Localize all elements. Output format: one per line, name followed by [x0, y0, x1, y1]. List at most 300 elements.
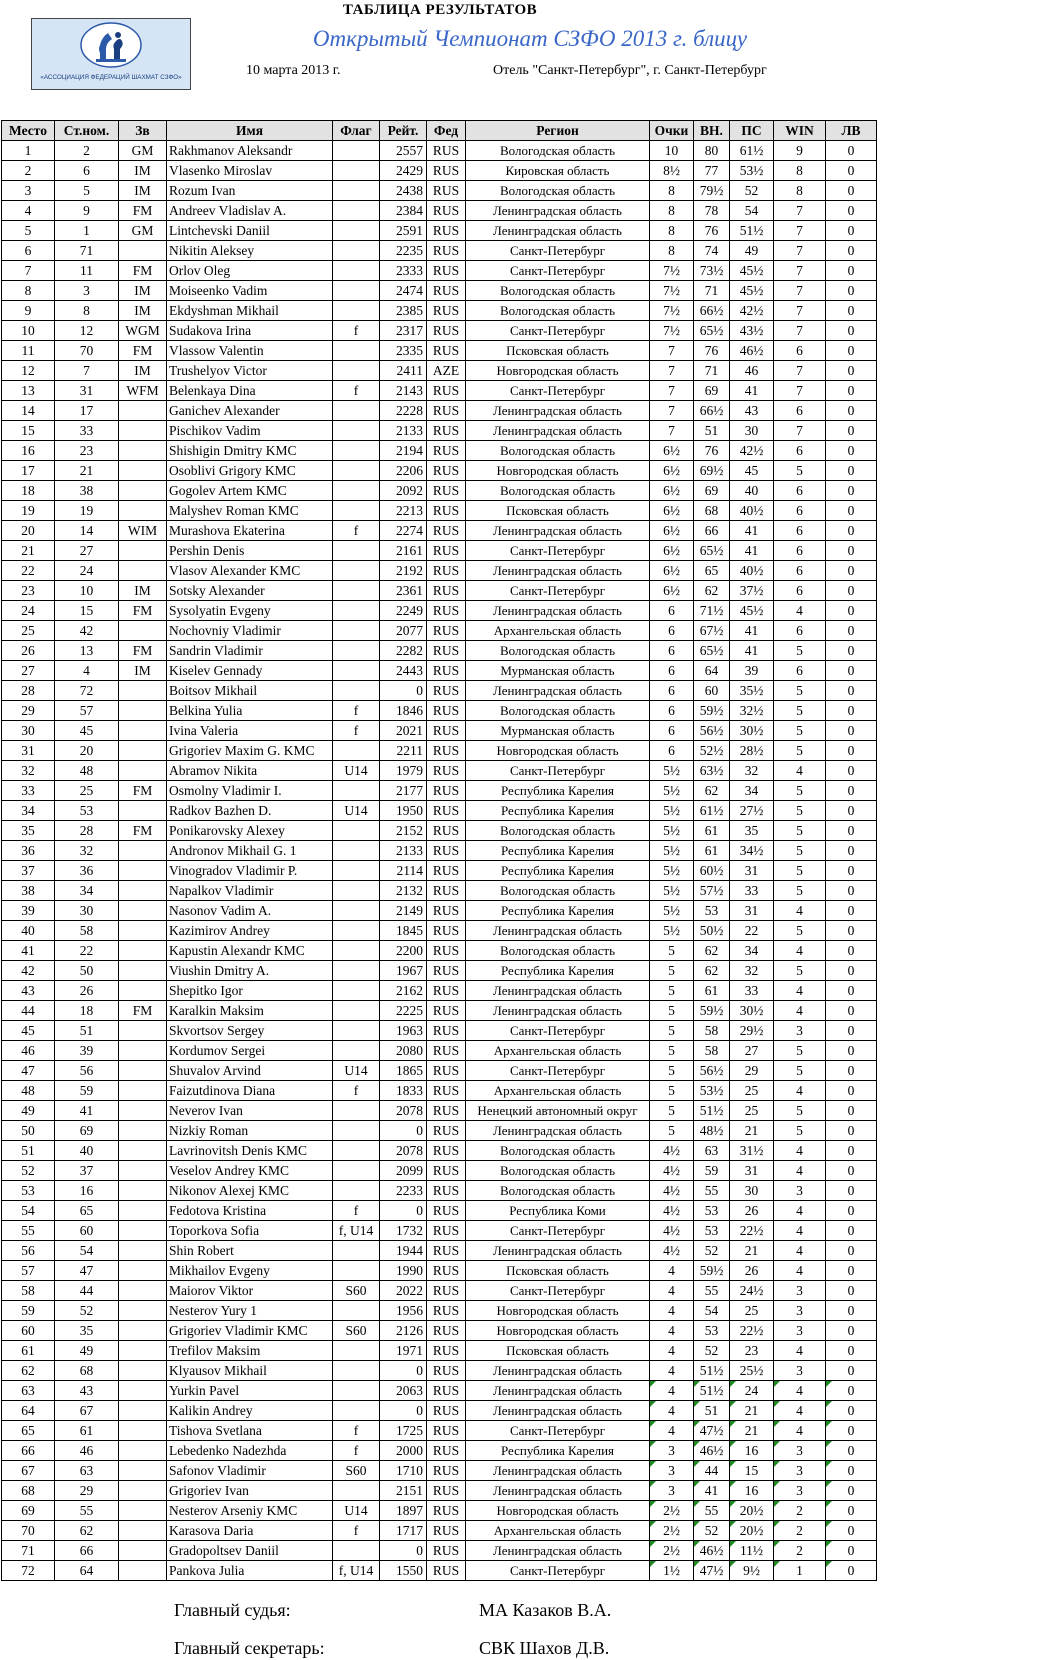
col-buchholz-cell: 54 [694, 1301, 730, 1321]
col-forfeits-cell: 0 [826, 901, 877, 921]
col-wins-cell: 4 [774, 1261, 826, 1281]
col-start-number-cell: 11 [55, 261, 119, 281]
col-rating-cell: 2333 [380, 261, 427, 281]
col-title-cell [119, 1521, 167, 1541]
col-start-number-cell: 50 [55, 961, 119, 981]
col-start-number-header: Ст.ном. [55, 121, 119, 141]
col-region-cell: Санкт-Петербург [466, 541, 650, 561]
col-start-number-cell: 6 [55, 161, 119, 181]
col-federation-cell: RUS [427, 481, 466, 501]
col-flag-cell [333, 681, 380, 701]
col-forfeits-cell: 0 [826, 441, 877, 461]
col-rating-cell: 2126 [380, 1321, 427, 1341]
col-title-cell [119, 1161, 167, 1181]
col-forfeits-cell: 0 [826, 301, 877, 321]
col-flag-cell [333, 1181, 380, 1201]
col-region-cell: Псковская область [466, 1341, 650, 1361]
col-federation-cell: RUS [427, 1001, 466, 1021]
col-rating-cell: 2233 [380, 1181, 427, 1201]
col-wins-cell: 5 [774, 821, 826, 841]
col-title-cell [119, 761, 167, 781]
col-points-cell: 5½ [650, 761, 694, 781]
col-progressive-cell: 27 [730, 1041, 774, 1061]
col-points-cell: 5 [650, 1061, 694, 1081]
col-wins-cell: 3 [774, 1441, 826, 1461]
col-title-cell [119, 1041, 167, 1061]
col-place-cell: 71 [2, 1541, 55, 1561]
table-header-row [2, 121, 877, 141]
col-wins-cell: 4 [774, 1141, 826, 1161]
col-name-cell: Neverov Ivan [167, 1101, 333, 1121]
col-federation-cell: RUS [427, 281, 466, 301]
table-row [2, 681, 877, 701]
col-progressive-cell: 31 [730, 901, 774, 921]
col-rating-cell: 1845 [380, 921, 427, 941]
col-start-number-cell: 32 [55, 841, 119, 861]
col-title-cell [119, 561, 167, 581]
col-start-number-cell: 67 [55, 1401, 119, 1421]
col-rating-cell: 1717 [380, 1521, 427, 1541]
table-row [2, 501, 877, 521]
col-wins-cell: 4 [774, 761, 826, 781]
col-progressive-cell: 25½ [730, 1361, 774, 1381]
col-wins-cell: 5 [774, 861, 826, 881]
col-rating-cell: 2078 [380, 1141, 427, 1161]
col-forfeits-cell: 0 [826, 161, 877, 181]
col-name-cell: Vlasenko Miroslav [167, 161, 333, 181]
col-region-cell: Ленинградская область [466, 1121, 650, 1141]
col-place-cell: 11 [2, 341, 55, 361]
col-points-cell: 5½ [650, 781, 694, 801]
col-forfeits-cell: 0 [826, 341, 877, 361]
col-buchholz-cell: 59½ [694, 1001, 730, 1021]
col-progressive-cell: 51½ [730, 221, 774, 241]
col-progressive-cell: 24½ [730, 1281, 774, 1301]
col-region-cell: Ленинградская область [466, 1241, 650, 1261]
col-points-cell: 5 [650, 1021, 694, 1041]
col-points-cell: 6 [650, 641, 694, 661]
col-title-cell: IM [119, 181, 167, 201]
col-rating-cell: 2225 [380, 1001, 427, 1021]
col-federation-cell: RUS [427, 1521, 466, 1541]
col-buchholz-cell: 60½ [694, 861, 730, 881]
col-wins-cell: 6 [774, 401, 826, 421]
col-wins-cell: 6 [774, 501, 826, 521]
col-start-number-cell: 34 [55, 881, 119, 901]
col-place-cell: 57 [2, 1261, 55, 1281]
table-row [2, 1141, 877, 1161]
col-flag-cell [333, 661, 380, 681]
col-start-number-cell: 57 [55, 701, 119, 721]
table-row [2, 621, 877, 641]
col-progressive-cell: 30 [730, 421, 774, 441]
col-flag-cell [333, 1301, 380, 1321]
col-rating-cell: 2228 [380, 401, 427, 421]
col-wins-cell: 3 [774, 1361, 826, 1381]
col-buchholz-cell: 57½ [694, 881, 730, 901]
col-place-cell: 65 [2, 1421, 55, 1441]
col-federation-cell: RUS [427, 1381, 466, 1401]
col-start-number-cell: 3 [55, 281, 119, 301]
col-progressive-cell: 42½ [730, 441, 774, 461]
col-progressive-cell: 45½ [730, 281, 774, 301]
col-wins-cell: 7 [774, 381, 826, 401]
table-row [2, 1541, 877, 1561]
col-buchholz-cell: 79½ [694, 181, 730, 201]
col-start-number-cell: 69 [55, 1121, 119, 1141]
col-federation-cell: RUS [427, 201, 466, 221]
col-flag-cell [333, 601, 380, 621]
event-title: Открытый Чемпионат СЗФО 2013 г. блицу [312, 26, 748, 51]
col-start-number-cell: 44 [55, 1281, 119, 1301]
col-buchholz-cell: 76 [694, 341, 730, 361]
col-place-cell: 26 [2, 641, 55, 661]
col-start-number-cell: 10 [55, 581, 119, 601]
col-points-cell: 7 [650, 341, 694, 361]
col-forfeits-cell: 0 [826, 1141, 877, 1161]
col-progressive-cell: 29½ [730, 1021, 774, 1041]
col-forfeits-cell: 0 [826, 501, 877, 521]
col-federation-cell: RUS [427, 1141, 466, 1161]
col-place-cell: 68 [2, 1481, 55, 1501]
col-forfeits-cell: 0 [826, 1241, 877, 1261]
col-name-cell: Skvortsov Sergey [167, 1021, 333, 1041]
col-buchholz-cell: 66½ [694, 401, 730, 421]
col-start-number-cell: 52 [55, 1301, 119, 1321]
col-rating-cell: 2429 [380, 161, 427, 181]
col-buchholz-cell: 63½ [694, 761, 730, 781]
col-name-cell: Orlov Oleg [167, 261, 333, 281]
col-progressive-cell: 53½ [730, 161, 774, 181]
col-rating-cell: 1990 [380, 1261, 427, 1281]
col-start-number-cell: 26 [55, 981, 119, 1001]
col-wins-cell: 6 [774, 481, 826, 501]
col-wins-cell: 3 [774, 1281, 826, 1301]
col-name-cell: Trefilov Maksim [167, 1341, 333, 1361]
col-region-cell: Ленинградская область [466, 401, 650, 421]
col-title-cell [119, 921, 167, 941]
col-place-cell: 33 [2, 781, 55, 801]
col-region-cell: Санкт-Петербург [466, 1561, 650, 1581]
col-flag-cell [333, 1121, 380, 1141]
col-rating-cell: 0 [380, 1401, 427, 1421]
col-start-number-cell: 65 [55, 1201, 119, 1221]
col-wins-cell: 4 [774, 1001, 826, 1021]
col-place-cell: 9 [2, 301, 55, 321]
col-federation-cell: RUS [427, 661, 466, 681]
col-points-cell: 5 [650, 1121, 694, 1141]
col-name-cell: Kiselev Gennady [167, 661, 333, 681]
col-federation-cell: RUS [427, 1201, 466, 1221]
col-buchholz-cell: 53 [694, 1321, 730, 1341]
col-flag-cell [333, 481, 380, 501]
col-buchholz-cell: 80 [694, 141, 730, 161]
col-progressive-cell: 28½ [730, 741, 774, 761]
col-start-number-cell: 54 [55, 1241, 119, 1261]
col-forfeits-cell: 0 [826, 1061, 877, 1081]
table-row [2, 541, 877, 561]
col-region-cell: Санкт-Петербург [466, 381, 650, 401]
col-forfeits-cell: 0 [826, 1121, 877, 1141]
col-place-cell: 64 [2, 1401, 55, 1421]
col-points-cell: 6 [650, 601, 694, 621]
col-name-cell: Rozum Ivan [167, 181, 333, 201]
col-buchholz-cell: 61 [694, 841, 730, 861]
col-name-cell: Kazimirov Andrey [167, 921, 333, 941]
col-progressive-cell: 22½ [730, 1321, 774, 1341]
col-rating-cell: 1865 [380, 1061, 427, 1081]
col-flag-cell [333, 361, 380, 381]
col-progressive-cell: 42½ [730, 301, 774, 321]
col-buchholz-cell: 60 [694, 681, 730, 701]
col-points-cell: 4 [650, 1421, 694, 1441]
col-start-number-cell: 9 [55, 201, 119, 221]
col-federation-cell: RUS [427, 1121, 466, 1141]
col-start-number-cell: 56 [55, 1061, 119, 1081]
col-name-cell: Vlassow Valentin [167, 341, 333, 361]
col-wins-cell: 5 [774, 881, 826, 901]
col-wins-cell: 3 [774, 1301, 826, 1321]
chief-judge-name: МА Казаков В.А. [479, 1600, 612, 1620]
table-row [2, 1281, 877, 1301]
col-points-cell: 4 [650, 1281, 694, 1301]
col-wins-cell: 4 [774, 901, 826, 921]
col-flag-cell [333, 401, 380, 421]
col-wins-cell: 5 [774, 1101, 826, 1121]
col-wins-cell: 3 [774, 1021, 826, 1041]
col-title-cell: IM [119, 161, 167, 181]
col-region-cell: Новгородская область [466, 361, 650, 381]
col-buchholz-cell: 56½ [694, 1061, 730, 1081]
col-buchholz-cell: 52 [694, 1341, 730, 1361]
col-federation-cell: RUS [427, 621, 466, 641]
col-buchholz-cell: 61 [694, 821, 730, 841]
col-rating-cell: 2591 [380, 221, 427, 241]
col-region-cell: Санкт-Петербург [466, 1061, 650, 1081]
col-name-cell: Viushin Dmitry A. [167, 961, 333, 981]
col-region-cell: Кировская область [466, 161, 650, 181]
col-name-cell: Sudakova Irina [167, 321, 333, 341]
col-title-cell [119, 501, 167, 521]
col-start-number-cell: 63 [55, 1461, 119, 1481]
col-place-cell: 44 [2, 1001, 55, 1021]
col-title-cell [119, 1401, 167, 1421]
col-name-cell: Napalkov Vladimir [167, 881, 333, 901]
col-place-cell: 21 [2, 541, 55, 561]
col-start-number-cell: 27 [55, 541, 119, 561]
col-region-cell: Ненецкий автономный округ [466, 1101, 650, 1121]
col-title-cell [119, 401, 167, 421]
chief-secretary-label: Главный секретарь: [174, 1638, 325, 1658]
col-rating-cell: 1897 [380, 1501, 427, 1521]
col-name-cell: Karasova Daria [167, 1521, 333, 1541]
col-federation-cell: RUS [427, 1341, 466, 1361]
col-title-cell [119, 741, 167, 761]
col-wins-cell: 6 [774, 341, 826, 361]
col-flag-cell [333, 441, 380, 461]
col-federation-cell: RUS [427, 1481, 466, 1501]
col-flag-cell [333, 201, 380, 221]
col-place-cell: 24 [2, 601, 55, 621]
col-rating-cell: 2249 [380, 601, 427, 621]
col-title-cell [119, 721, 167, 741]
col-flag-cell [333, 1241, 380, 1261]
col-rating-cell: 2133 [380, 421, 427, 441]
col-name-cell: Veselov Andrey KMC [167, 1161, 333, 1181]
col-region-cell: Вологодская область [466, 1181, 650, 1201]
col-name-cell: Shin Robert [167, 1241, 333, 1261]
col-federation-header: Фед [427, 121, 466, 141]
col-region-cell: Новгородская область [466, 1321, 650, 1341]
col-name-cell: Sysolyatin Evgeny [167, 601, 333, 621]
col-progressive-cell: 20½ [730, 1521, 774, 1541]
col-region-cell: Псковская область [466, 501, 650, 521]
col-forfeits-cell: 0 [826, 881, 877, 901]
col-federation-cell: RUS [427, 1161, 466, 1181]
col-buchholz-cell: 56½ [694, 721, 730, 741]
col-points-cell: 5 [650, 961, 694, 981]
col-federation-cell: RUS [427, 741, 466, 761]
col-start-number-cell: 15 [55, 601, 119, 621]
col-points-cell: 6½ [650, 521, 694, 541]
col-place-cell: 56 [2, 1241, 55, 1261]
col-points-cell: 6 [650, 661, 694, 681]
col-place-cell: 4 [2, 201, 55, 221]
col-title-cell [119, 1081, 167, 1101]
col-flag-cell: U14 [333, 1061, 380, 1081]
col-federation-cell: RUS [427, 1281, 466, 1301]
col-name-cell: Malyshev Roman KMC [167, 501, 333, 521]
col-federation-cell: RUS [427, 421, 466, 441]
col-forfeits-cell: 0 [826, 921, 877, 941]
col-title-cell [119, 441, 167, 461]
col-federation-cell: RUS [427, 1061, 466, 1081]
col-start-number-cell: 64 [55, 1561, 119, 1581]
col-wins-cell: 7 [774, 361, 826, 381]
col-place-cell: 50 [2, 1121, 55, 1141]
col-federation-cell: RUS [427, 1241, 466, 1261]
col-forfeits-cell: 0 [826, 1541, 877, 1561]
col-points-cell: 6½ [650, 501, 694, 521]
col-forfeits-cell: 0 [826, 941, 877, 961]
col-region-cell: Вологодская область [466, 1161, 650, 1181]
col-rating-cell: 2149 [380, 901, 427, 921]
col-wins-cell: 4 [774, 601, 826, 621]
col-wins-cell: 6 [774, 541, 826, 561]
col-start-number-cell: 43 [55, 1381, 119, 1401]
col-forfeits-cell: 0 [826, 721, 877, 741]
col-wins-cell: 7 [774, 261, 826, 281]
col-forfeits-cell: 0 [826, 741, 877, 761]
col-progressive-cell: 41 [730, 641, 774, 661]
col-progressive-cell: 45½ [730, 601, 774, 621]
col-buchholz-cell: 55 [694, 1181, 730, 1201]
col-federation-cell: RUS [427, 921, 466, 941]
col-federation-cell: RUS [427, 1081, 466, 1101]
col-progressive-cell: 54 [730, 201, 774, 221]
col-start-number-cell: 30 [55, 901, 119, 921]
col-region-cell: Архангельская область [466, 1521, 650, 1541]
col-rating-cell: 1956 [380, 1301, 427, 1321]
col-buchholz-cell: 55 [694, 1281, 730, 1301]
col-points-cell: 3 [650, 1441, 694, 1461]
col-federation-cell: RUS [427, 801, 466, 821]
col-points-cell: 6½ [650, 481, 694, 501]
col-forfeits-cell: 0 [826, 461, 877, 481]
chess-pieces-icon [32, 19, 190, 89]
col-start-number-cell: 18 [55, 1001, 119, 1021]
table-row [2, 1041, 877, 1061]
col-forfeits-cell: 0 [826, 1561, 877, 1581]
col-region-header: Регион [466, 121, 650, 141]
col-buchholz-cell: 51½ [694, 1101, 730, 1121]
col-region-cell: Новгородская область [466, 741, 650, 761]
col-region-cell: Псковская область [466, 1261, 650, 1281]
col-forfeits-cell: 0 [826, 421, 877, 441]
col-wins-cell: 3 [774, 1481, 826, 1501]
col-flag-cell: f, U14 [333, 1561, 380, 1581]
table-row [2, 1461, 877, 1481]
col-name-cell: Kalikin Andrey [167, 1401, 333, 1421]
col-forfeits-cell: 0 [826, 581, 877, 601]
col-place-cell: 23 [2, 581, 55, 601]
col-place-cell: 7 [2, 261, 55, 281]
col-place-cell: 46 [2, 1041, 55, 1061]
col-start-number-cell: 31 [55, 381, 119, 401]
table-row [2, 581, 877, 601]
col-flag-cell [333, 461, 380, 481]
col-title-cell: WGM [119, 321, 167, 341]
col-title-cell [119, 1561, 167, 1581]
col-buchholz-cell: 78 [694, 201, 730, 221]
col-name-cell: Grigoriev Vladimir KMC [167, 1321, 333, 1341]
col-title-cell: GM [119, 221, 167, 241]
col-start-number-cell: 21 [55, 461, 119, 481]
col-points-cell: 4 [650, 1301, 694, 1321]
col-wins-cell: 9 [774, 141, 826, 161]
col-federation-cell: RUS [427, 541, 466, 561]
table-row [2, 441, 877, 461]
col-progressive-cell: 25 [730, 1301, 774, 1321]
col-flag-cell [333, 1141, 380, 1161]
col-forfeits-cell: 0 [826, 1521, 877, 1541]
table-row [2, 1521, 877, 1541]
col-progressive-cell: 23 [730, 1341, 774, 1361]
col-flag-cell: f, U14 [333, 1221, 380, 1241]
col-points-cell: 5½ [650, 921, 694, 941]
col-progressive-cell: 40½ [730, 561, 774, 581]
col-start-number-cell: 13 [55, 641, 119, 661]
col-buchholz-cell: 55 [694, 1501, 730, 1521]
table-row [2, 721, 877, 741]
col-forfeits-cell: 0 [826, 1181, 877, 1201]
col-name-cell: Vlasov Alexander KMC [167, 561, 333, 581]
table-row [2, 641, 877, 661]
col-flag-cell [333, 1381, 380, 1401]
col-forfeits-cell: 0 [826, 181, 877, 201]
table-row [2, 181, 877, 201]
col-federation-cell: RUS [427, 1561, 466, 1581]
col-name-cell: Trushelyov Victor [167, 361, 333, 381]
col-progressive-cell: 35 [730, 821, 774, 841]
col-start-number-cell: 1 [55, 221, 119, 241]
col-progressive-cell: 39 [730, 661, 774, 681]
col-buchholz-cell: 58 [694, 1041, 730, 1061]
col-rating-cell: 2078 [380, 1101, 427, 1121]
col-wins-cell: 7 [774, 421, 826, 441]
col-rating-header: Рейт. [380, 121, 427, 141]
col-points-cell: 4½ [650, 1221, 694, 1241]
